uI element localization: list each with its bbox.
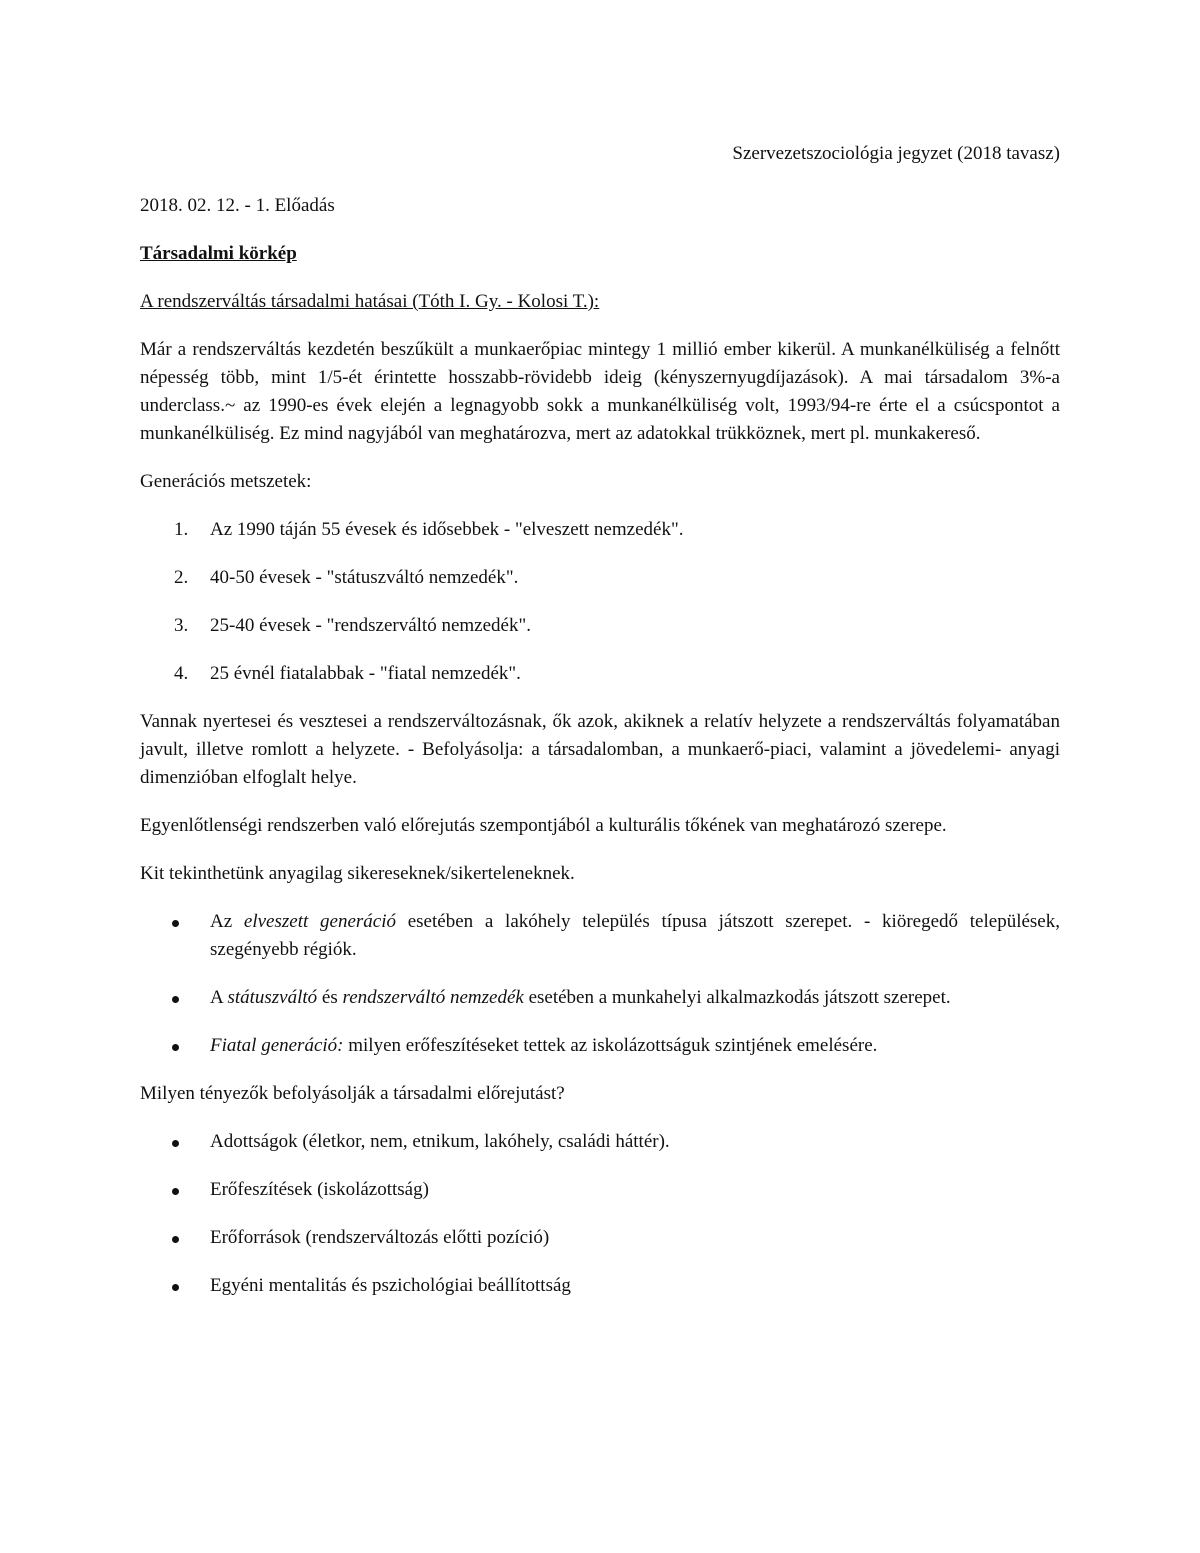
paragraph-success-question: Kit tekinthetünk anyagilag sikereseknek/sikerteleneknek. [140, 863, 575, 884]
document-header: Szervezetszociológia jegyzet (2018 tavasz) [732, 143, 1060, 164]
bullet-icon [172, 1188, 179, 1195]
bullet-icon [172, 996, 179, 1003]
list-item [140, 1128, 1060, 1156]
list-item: A státuszváltó és rendszerváltó nemzedék esetében a munkahelyi alkalmazkodás játszott szerepet. [140, 984, 1060, 1012]
list-item-text: Erőforrások (rendszerváltozás előtti pozíció) [210, 1227, 550, 1248]
list-item [140, 516, 1060, 544]
bullet-icon [172, 1140, 179, 1147]
list-item-text: Adottságok (életkor, nem, etnikum, lakóhely, családi háttér). [210, 1131, 670, 1152]
list-item [140, 1176, 1060, 1204]
paragraph-winners-losers: Vannak nyertesei és vesztesei a rendszerváltozásnak, ők azok, akiknek a relatív helyzete a rendszerváltás folyamatában javult, illetve romlott a helyzete. - Befolyásolja: a társadalomban, a munkaerő-piaci, valamint a jövedelemi- anyagi dimenzióban elfoglalt helye. [140, 711, 1060, 788]
lecture-date: 2018. 02. 12. - 1. Előadás [140, 195, 335, 216]
list-item-text: Az 1990 táján 55 évesek és idősebbek - "elveszett nemzedék". [210, 519, 684, 540]
success-list [140, 908, 1060, 1060]
paragraph-cultural-capital: Egyenlőtlenségi rendszerben való előrejutás szempontjából a kulturális tőkének van meghatározó szerepe. [140, 815, 947, 836]
list-item [140, 1272, 1060, 1300]
bullet-icon [172, 1044, 179, 1051]
list-number: 3. [174, 615, 189, 636]
list-item-text: Erőfeszítések (iskolázottság) [210, 1179, 429, 1200]
list-item [140, 612, 1060, 640]
list-item [140, 660, 1060, 688]
list-item-text: 40-50 évesek - "státuszváltó nemzedék". [210, 567, 519, 588]
bullet-icon [172, 1284, 179, 1291]
generations-list [140, 516, 1060, 688]
list-item [140, 564, 1060, 592]
list-number: 1. [174, 519, 189, 540]
document-page [140, 140, 1060, 1320]
list-item-text: 25 évnél fiatalabbak - "fiatal nemzedék". [210, 663, 521, 684]
section-title: Társadalmi körkép [140, 243, 297, 264]
list-item [140, 1224, 1060, 1252]
section-subtitle: A rendszerváltás társadalmi hatásai (Tóth I. Gy. - Kolosi T.): [140, 291, 600, 312]
factors-heading: Milyen tényezők befolyásolják a társadalmi előrejutást? [140, 1083, 565, 1104]
list-item: Az elveszett generáció esetében a lakóhely település típusa játszott szerepet. - kiöregedő települések, szegényebb régiók. [140, 908, 1060, 964]
bullet-icon [172, 920, 179, 927]
list-item-text: Egyéni mentalitás és pszichológiai beállítottság [210, 1275, 571, 1296]
bullet-icon [172, 1236, 179, 1243]
factors-list [140, 1128, 1060, 1300]
list-number: 2. [174, 567, 189, 588]
generations-heading: Generációs metszetek: [140, 471, 312, 492]
paragraph-intro: Már a rendszerváltás kezdetén beszűkült a munkaerőpiac mintegy 1 millió ember kikerül. A munkanélküliség a felnőtt népesség több, mint 1/5-ét érintette hosszabb-rövidebb ideig (kényszernyugdíjazások). A mai társadalom 3%-a underclass.~ az 1990-es évek elején a legnagyobb sokk a munkanélküliség volt, 1993/94-re érte el a csúcspontot a munkanélküliség. Ez mind nagyjából van meghatározva, mert az adatokkal trükköznek, mert pl. munkakereső. [140, 339, 1060, 444]
list-item-text: 25-40 évesek - "rendszerváltó nemzedék". [210, 615, 531, 636]
list-number: 4. [174, 663, 189, 684]
list-item: Fiatal generáció: milyen erőfeszítéseket tettek az iskolázottságuk szintjének emelésére. [140, 1032, 1060, 1060]
